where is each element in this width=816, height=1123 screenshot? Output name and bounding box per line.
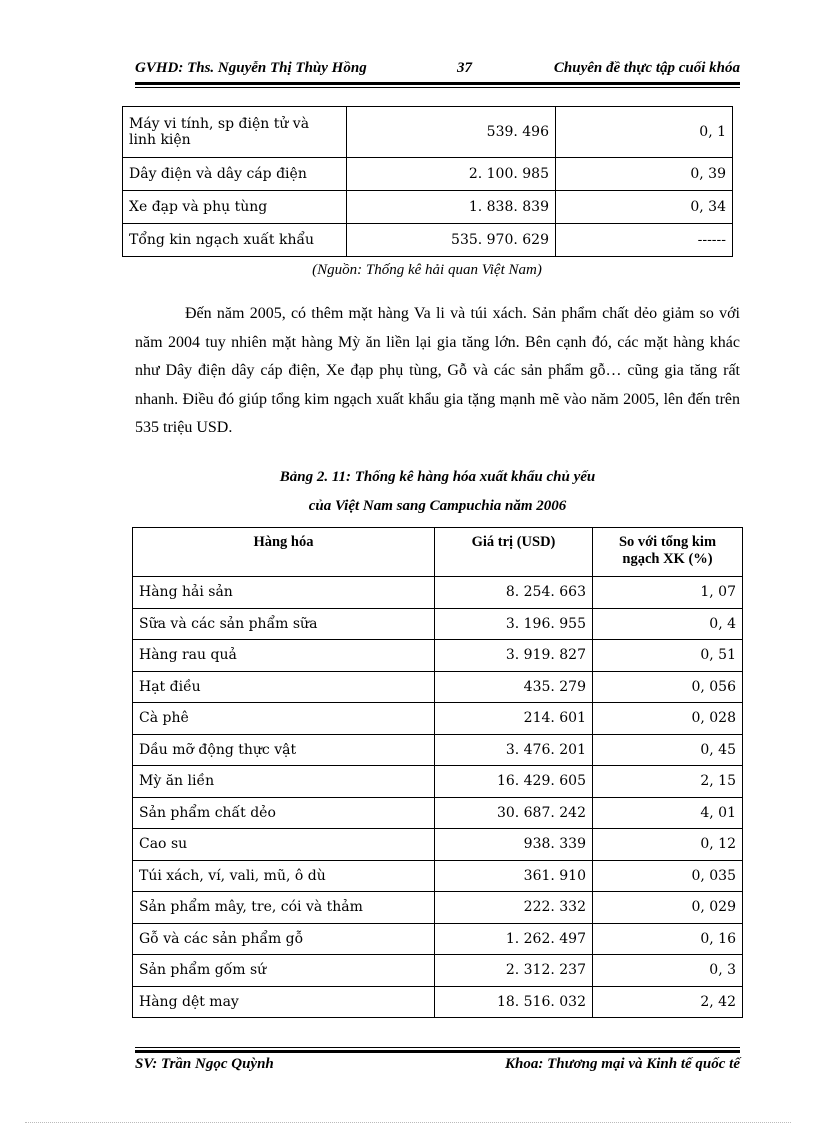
- table-caption-line1: Bảng 2. 11: Thống kê hàng hóa xuất khẩu chủ yếu: [279, 469, 596, 485]
- header-rule-thin: [135, 87, 740, 88]
- table-row: [123, 158, 733, 191]
- cell-share: 0, 056: [593, 671, 743, 703]
- table-row: [123, 224, 733, 257]
- footer-rule-thin: [135, 1047, 740, 1048]
- cell-item: Máy vi tính, sp điện tử và linh kiện: [123, 107, 347, 158]
- cell-share: 0, 12: [593, 829, 743, 861]
- continued-table: [122, 106, 733, 257]
- cell-value: 1. 262. 497: [435, 923, 593, 955]
- cell-value: 214. 601: [435, 703, 593, 735]
- table-row: [133, 608, 743, 640]
- cell-share: 0, 51: [593, 640, 743, 672]
- table-row: [133, 797, 743, 829]
- cell-item: Túi xách, ví, vali, mũ, ô dù: [133, 860, 435, 892]
- cell-share: 1, 07: [593, 577, 743, 609]
- cell-share: 0, 035: [593, 860, 743, 892]
- paragraph-text: Đến năm 2005, có thêm mặt hàng Va li và túi xách. Sản phẩm chất dẻo giảm so với năm 2004 tuy nhiên mặt hàng Mỳ ăn liền lại gia tăng lớn. Bên cạnh đó, các mặt hàng khác như Dây điện dây cáp điện, Xe đạp phụ tùng, Gỗ và các sản phẩm gỗ… cũng gia tăng rất nhanh. Điều đó giúp tổng kim ngạch xuất khẩu gia tặng mạnh mẽ vào năm 2005, lên đến trên 535 triệu USD.: [135, 305, 740, 436]
- cell-item: Sản phẩm gốm sứ: [133, 955, 435, 987]
- cell-item: Hàng rau quả: [133, 640, 435, 672]
- header-advisor: GVHD: Ths. Nguyễn Thị Thùy Hồng: [135, 60, 367, 76]
- cell-item: Hàng dệt may: [133, 986, 435, 1018]
- cell-value: 18. 516. 032: [435, 986, 593, 1018]
- cell-share: 0, 45: [593, 734, 743, 766]
- cell-item: Sữa và các sản phẩm sữa: [133, 608, 435, 640]
- cell-share: 0, 4: [593, 608, 743, 640]
- table-row: [123, 107, 733, 158]
- cell-value: 938. 339: [435, 829, 593, 861]
- cell-item: Tổng kin ngạch xuất khẩu: [123, 224, 347, 257]
- table-row: [133, 766, 743, 798]
- cell-value: 16. 429. 605: [435, 766, 593, 798]
- cell-value: 30. 687. 242: [435, 797, 593, 829]
- header-share: So với tổng kim ngạch XK (%): [593, 528, 743, 577]
- cell-share: 4, 01: [593, 797, 743, 829]
- table-row: [133, 923, 743, 955]
- cell-value: 3. 476. 201: [435, 734, 593, 766]
- cell-item: Gỗ và các sản phẩm gỗ: [133, 923, 435, 955]
- export-table: [132, 527, 743, 1018]
- cell-value: 2. 100. 985: [347, 158, 556, 191]
- cell-item: Cà phê: [133, 703, 435, 735]
- cell-share: 0, 39: [556, 158, 733, 191]
- cell-share: 0, 34: [556, 191, 733, 224]
- cell-value: 222. 332: [435, 892, 593, 924]
- table-header-row: [133, 528, 743, 577]
- table-row: [133, 955, 743, 987]
- cell-item: Dây điện và dây cáp điện: [123, 158, 347, 191]
- cell-share: 0, 029: [593, 892, 743, 924]
- cell-value: 3. 919. 827: [435, 640, 593, 672]
- cell-item: Hàng hải sản: [133, 577, 435, 609]
- table-row: [133, 703, 743, 735]
- cell-share: 0, 16: [593, 923, 743, 955]
- footer-rule: [135, 1050, 740, 1053]
- table-row: [133, 829, 743, 861]
- cell-value: 2. 312. 237: [435, 955, 593, 987]
- body-paragraph: [135, 300, 740, 443]
- cell-value: 8. 254. 663: [435, 577, 593, 609]
- cell-value: 535. 970. 629: [347, 224, 556, 257]
- cell-item: Sản phẩm mây, tre, cói và thảm: [133, 892, 435, 924]
- cell-share: 0, 1: [556, 107, 733, 158]
- table-source: (Nguồn: Thống kê hải quan Việt Nam): [312, 262, 542, 278]
- cell-share: 0, 3: [593, 955, 743, 987]
- page-footer: [135, 1056, 740, 1078]
- cell-share: ------: [556, 224, 733, 257]
- table-caption-line2: của Việt Nam sang Campuchia năm 2006: [308, 498, 567, 514]
- page-header: [135, 60, 740, 82]
- cell-item: Sản phẩm chất dẻo: [133, 797, 435, 829]
- page-number: 37: [457, 60, 472, 76]
- cell-item: Hạt điều: [133, 671, 435, 703]
- header-title: Chuyên đề thực tập cuối khóa: [553, 60, 740, 76]
- cell-value: 361. 910: [435, 860, 593, 892]
- cell-share: 2, 42: [593, 986, 743, 1018]
- cell-value: 1. 838. 839: [347, 191, 556, 224]
- table-row: [133, 734, 743, 766]
- table-row: [133, 640, 743, 672]
- header-value: Giá trị (USD): [435, 528, 593, 577]
- cell-item: Mỳ ăn liền: [133, 766, 435, 798]
- cell-value: 539. 496: [347, 107, 556, 158]
- table-row: [133, 986, 743, 1018]
- table-row: [133, 892, 743, 924]
- footer-student: SV: Trần Ngọc Quỳnh: [135, 1056, 274, 1072]
- table-row: [133, 860, 743, 892]
- table-row: [133, 671, 743, 703]
- header-goods: Hàng hóa: [133, 528, 435, 577]
- cell-item: Xe đạp và phụ tùng: [123, 191, 347, 224]
- cell-share: 0, 028: [593, 703, 743, 735]
- cell-share: 2, 15: [593, 766, 743, 798]
- footer-faculty: Khoa: Thương mại và Kinh tế quốc tế: [505, 1056, 740, 1072]
- header-rule: [135, 82, 740, 85]
- cell-value: 3. 196. 955: [435, 608, 593, 640]
- table-row: [133, 577, 743, 609]
- cell-item: Dầu mỡ động thực vật: [133, 734, 435, 766]
- cell-item: Cao su: [133, 829, 435, 861]
- cell-value: 435. 279: [435, 671, 593, 703]
- table-row: [123, 191, 733, 224]
